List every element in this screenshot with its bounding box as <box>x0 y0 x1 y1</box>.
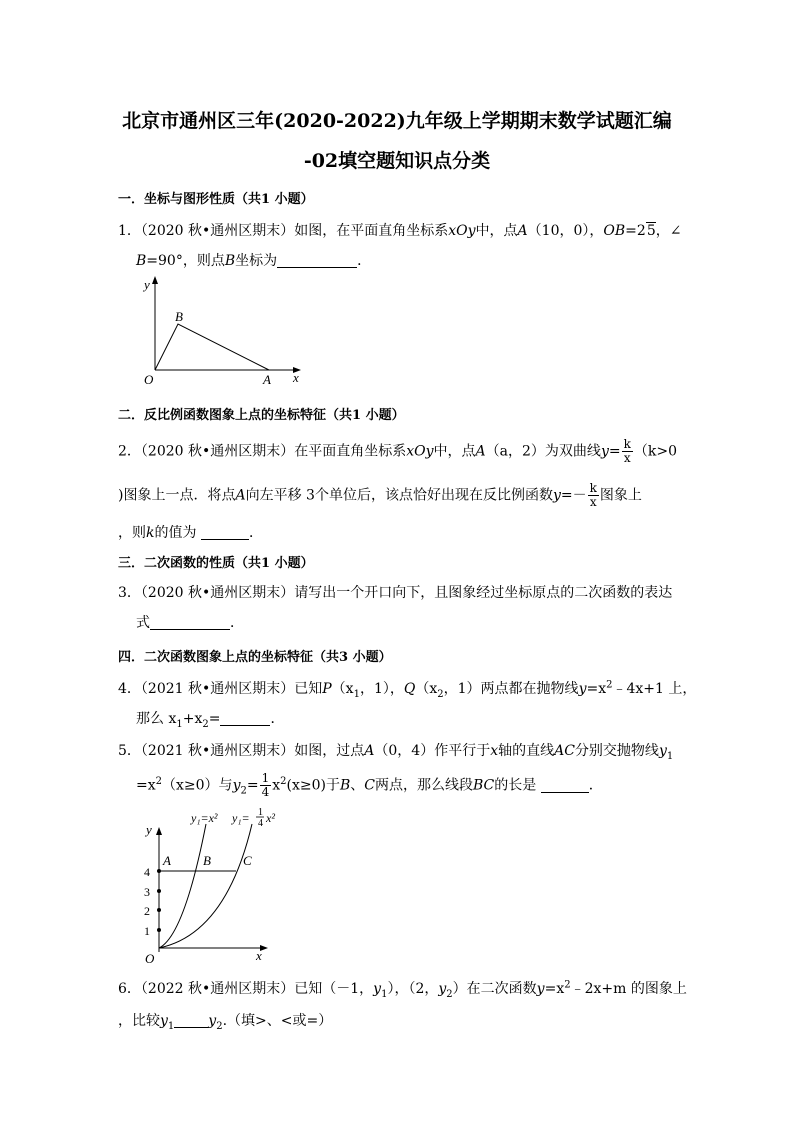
answer-blank-1[interactable] <box>277 253 357 268</box>
answer-blank-4[interactable] <box>220 711 270 726</box>
fig2-label-C: C <box>243 853 252 868</box>
fig1-label-B: B <box>175 309 183 324</box>
fig1-y-arrow-icon <box>152 276 158 284</box>
question-5-line1: 5．（2021 秋•通州区期末）如图，过点A（0，4）作平行于x轴的直线AC分别交抛物线$y_1$ <box>118 743 674 762</box>
section-heading-1: 一．坐标与图形性质（共1 小题） <box>118 192 314 207</box>
answer-blank-2[interactable] <box>201 525 249 540</box>
fig2-label-O: O <box>145 951 155 966</box>
fig2-tick-dot-3 <box>157 889 161 893</box>
fig2-label-A: A <box>163 853 171 868</box>
section-heading-4: 四．二次函数图象上点的坐标特征（共3 小题） <box>118 650 392 665</box>
question-2-line2: )图象上一点．将点A向左平移 3个单位后，该点恰好出现在反比例函数y=－ $\frac{k}{x}$ 图象上 <box>118 481 642 509</box>
doc-title-line2: -02填空题知识点分类 <box>303 150 491 172</box>
figure-2-parabola-plot <box>136 806 296 968</box>
fig2-tick-dot-1 <box>157 928 161 932</box>
fig1-label-O: O <box>144 372 154 387</box>
fig2-label-curve2-num: 1 <box>258 807 263 818</box>
fig2-label-curve2-b: x² <box>266 811 275 825</box>
question-5-line2: $=x^2(x\ge 0)$与$y_2=$ $\frac{1}{4}$ $x^2(x\ge 0)$于B、C两点，那么线段BC的长是 ． <box>136 771 603 799</box>
fig2-tick-label-4: 4 <box>144 865 150 879</box>
question-2-line1: 2．（2020 秋•通州区期末）在平面直角坐标系xOy中，点A（a，2）为双曲线y= $\frac{k}{x}$ （k>0 <box>118 437 677 465</box>
fig2-label-B: B <box>203 853 211 868</box>
question-3-line2: 式 ． <box>136 615 244 631</box>
fig2-tick-label-3: 3 <box>144 885 150 899</box>
question-3-line1: 3．（2020 秋•通州区期末）请写出一个开口向下，且图象经过坐标原点的二次函数的表达 <box>118 585 673 601</box>
fig2-tick-dot-4 <box>157 869 161 873</box>
fig1-triangle-obA <box>155 324 269 370</box>
question-1-line2: B=90°，则点B坐标为 ． <box>136 253 372 269</box>
answer-blank-5[interactable] <box>541 778 589 793</box>
fig2-label-y: y <box>146 822 152 837</box>
question-1-line1: 1．（2020 秋•通州区期末）如图，在平面直角坐标系xOy中，点A（10，0），OB=25，∠ <box>118 223 682 239</box>
fig1-label-x: x <box>293 370 299 385</box>
fig2-tick-dot-2 <box>157 908 161 912</box>
figure-1-coordinate-plot <box>135 272 315 390</box>
fig2-tick-label-2: 2 <box>144 904 150 918</box>
fig2-y-arrow-icon <box>156 827 162 835</box>
fig2-label-curve2-den: 4 <box>258 818 263 829</box>
answer-blank-6[interactable] <box>174 1013 208 1028</box>
fig1-label-A: A <box>263 372 271 387</box>
question-6-line2: ，比较$y_1$ $y_2$.（填>、<或=） <box>118 1013 333 1032</box>
fig2-curve-y1-x2 <box>159 824 206 948</box>
section-heading-3: 三．二次函数的性质（共1 小题） <box>118 556 314 571</box>
question-4-line1: 4．（2021 秋•通州区期末）已知$P(x_1$，1），$Q(x_2$，1）两点都在抛物线$y=x^2﹣4x+1$ 上， <box>118 679 697 700</box>
fig2-curve-quarter-x2 <box>159 824 252 948</box>
fig2-tick-label-1: 1 <box>144 924 150 938</box>
section-heading-2: 二．反比例函数图象上点的坐标特征（共1 小题） <box>118 408 405 423</box>
doc-title-line1: 北京市通州区三年(2020-2022)九年级上学期期末数学试题汇编 <box>122 110 672 132</box>
fig1-label-y: y <box>144 277 150 292</box>
answer-blank-3[interactable] <box>150 615 230 630</box>
fraction-one-quarter: $\frac{1}{4}$ <box>261 771 270 799</box>
fig2-label-x: x <box>256 948 262 963</box>
question-2-line3: ，则k的值为 ． <box>118 525 263 541</box>
fraction-k-over-x-2: $\frac{k}{x}$ <box>589 481 597 509</box>
fraction-k-over-x: $\frac{k}{x}$ <box>623 437 631 465</box>
question-4-line2: 那么 $x_1+x_2=$ ． <box>136 711 285 730</box>
question-6-line1: 6．（2022 秋•通州区期末）已知（－1，$y_1$），（2，$y_2$）在二次函数$y=x^2﹣2x+m$ 的图象上 <box>118 979 687 1000</box>
fig2-label-curve2-a: y₁= <box>232 811 250 825</box>
fig2-label-curve1: y₁=x² <box>191 811 218 825</box>
